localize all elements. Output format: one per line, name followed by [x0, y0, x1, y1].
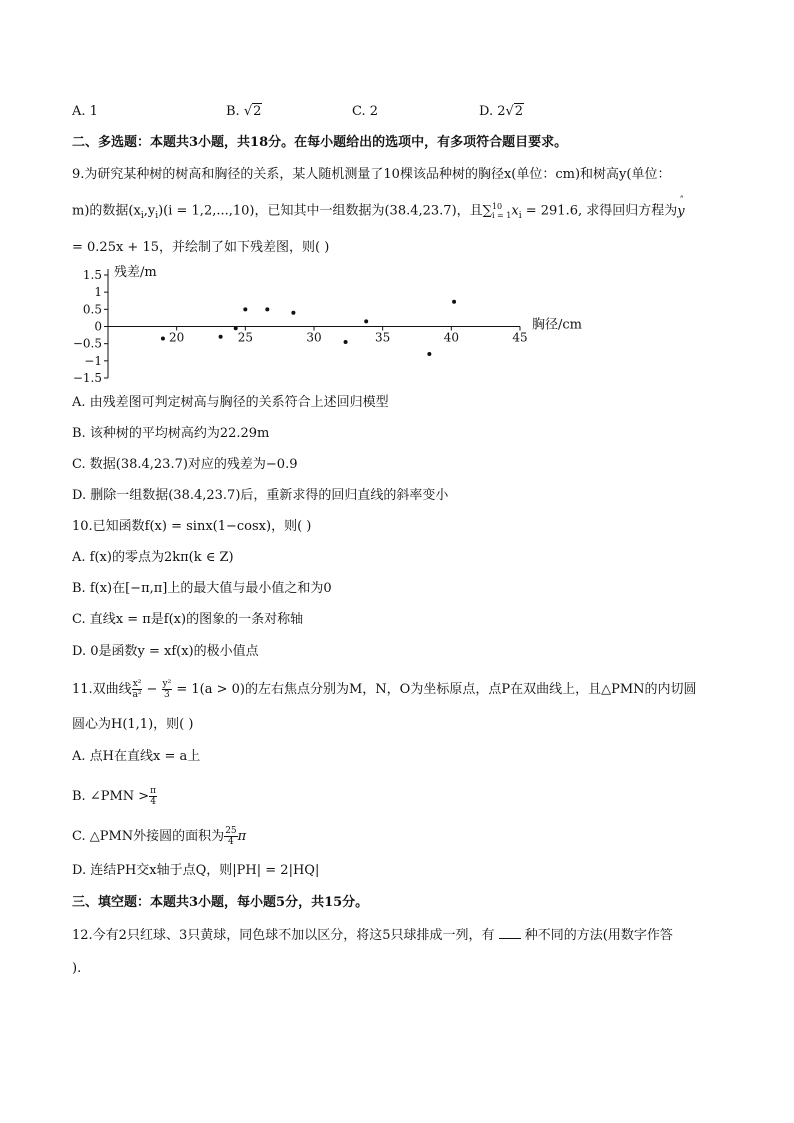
q8-option-a: [72, 104, 98, 119]
chart-y-tick-label: 1.5: [82, 268, 102, 282]
q8-option-d: D. 2√2: [479, 104, 524, 119]
q8-option-c-text: C. 2: [352, 104, 379, 119]
chart-point: [452, 300, 456, 304]
chart-y-tick-label: −1.5: [72, 371, 102, 385]
q8-option-d-prefix: D. 2: [479, 104, 506, 119]
q9-stem-line2: m)的数据$(x_i,y_i)(i = 1,2,...,10)$，已知其中一组数据为(38.4,23.7)，且∑ 10 i = 1 $x_i = 291.6$, 求得回归方程为 ˆ y: [72, 195, 685, 222]
chart-point: [364, 319, 368, 323]
q10-stem: 10.已知函数f(x) = sinx(1−cosx)，则( ): [72, 519, 312, 534]
q9-option-c: C. 数据(38.4,23.7)对应的残差为−0.9: [72, 457, 298, 472]
chart-point: [161, 337, 165, 341]
chart-x-tick-label: 30: [306, 330, 322, 345]
chart-y-tick-label: −1: [84, 353, 102, 368]
residual-chart: [66, 262, 626, 387]
q9-option-a: A. 由残差图可判定树高与胸径的关系符合上述回归模型: [72, 395, 389, 410]
chart-point: [427, 352, 431, 356]
chart-y-tick-label: 0.5: [82, 302, 102, 317]
chart-xlabel: 胸径/cm: [532, 317, 582, 333]
chart-y-tick-label: 1: [94, 285, 102, 300]
q12-answer-blank[interactable]: [499, 926, 521, 939]
chart-x-tick-label: 25: [237, 330, 253, 345]
chart-x-tick-label: 35: [375, 330, 391, 345]
q10-option-d: D. 0是函数y = xf(x)的极小值点: [72, 644, 259, 659]
q8-option-b-root: 2: [253, 104, 262, 119]
q9-stem-line3: = 0.25x + 15，并绘制了如下残差图，则( ): [72, 240, 330, 255]
q11-option-b: B. ∠PMN > $\frac{\pi}{4}$: [72, 786, 157, 807]
q8-option-d-root: 2: [514, 104, 524, 119]
chart-ylabel: 残差/m: [114, 265, 157, 280]
chart-y-tick-label: 0: [94, 319, 102, 334]
q10-option-a: A. f(x)的零点为2kπ(k ∈ Z): [72, 550, 234, 565]
chart-point: [234, 326, 238, 330]
q8-option-b-prefix: B.: [226, 104, 244, 119]
q11-option-c: C. △PMN外接圆的面积为 $\frac{25}{4}$ π: [72, 826, 247, 847]
q9-stem-line1: 9.为研究某种树的树高和胸径的关系，某人随机测量了10棵该品种树的胸径x(单位：cm)和树高y(单位：: [72, 167, 671, 182]
section2-heading: 二、多选题：本题共3小题，共18分。在每小题给出的选项中，有多项符合题目要求。: [72, 135, 568, 150]
q8-option-a-text: A. 1: [72, 104, 98, 119]
chart-point: [265, 307, 269, 311]
q8-option-c: [352, 104, 378, 119]
q9-option-b: B. 该种树的平均树高约为22.29m: [72, 426, 270, 441]
q11-stem-line2: 圆心为H(1,1)，则( ): [72, 717, 194, 732]
q8-option-b: B. √2: [226, 104, 262, 119]
section3-heading: 三、填空题：本题共3小题，每小题5分，共15分。: [72, 895, 369, 910]
q11-option-a: A. 点H在直线x = a上: [72, 749, 201, 764]
chart-x-tick-label: 40: [443, 330, 459, 345]
chart-x-tick-label: 20: [169, 330, 185, 345]
q10-option-c: C. 直线x = π是f(x)的图象的一条对称轴: [72, 612, 304, 627]
q11-stem-line1: 11.双曲线 $\frac{\text{x²}}{\text{a²}}$ − $\frac{\text{y²}}{3}$ = 1(a > 0)的左右焦点分别为M，N，O为坐标原点，点P在双曲线上，且△PMN的内切圆: [72, 679, 697, 700]
chart-point: [344, 340, 348, 344]
chart-x-tick-label: 45: [512, 330, 528, 345]
q9-option-d: D. 删除一组数据(38.4,23.7)后，重新求得的回归直线的斜率变小: [72, 488, 449, 503]
q10-option-b: B. f(x)在[−π,π]上的最大值与最小值之和为0: [72, 581, 332, 596]
q12-line2: ).: [72, 961, 82, 976]
chart-point: [243, 307, 247, 311]
chart-y-tick-label: −0.5: [72, 336, 102, 351]
chart-point: [219, 335, 223, 339]
q12-line1: 12.今有2只红球、3只黄球，同色球不加以区分，将这5只球排成一列，有 种不同的方法(用数字作答: [72, 928, 673, 943]
chart-point: [291, 311, 295, 315]
q11-option-d: D. 连结PH交x轴于点Q，则|PH| = 2|HQ|: [72, 863, 320, 878]
